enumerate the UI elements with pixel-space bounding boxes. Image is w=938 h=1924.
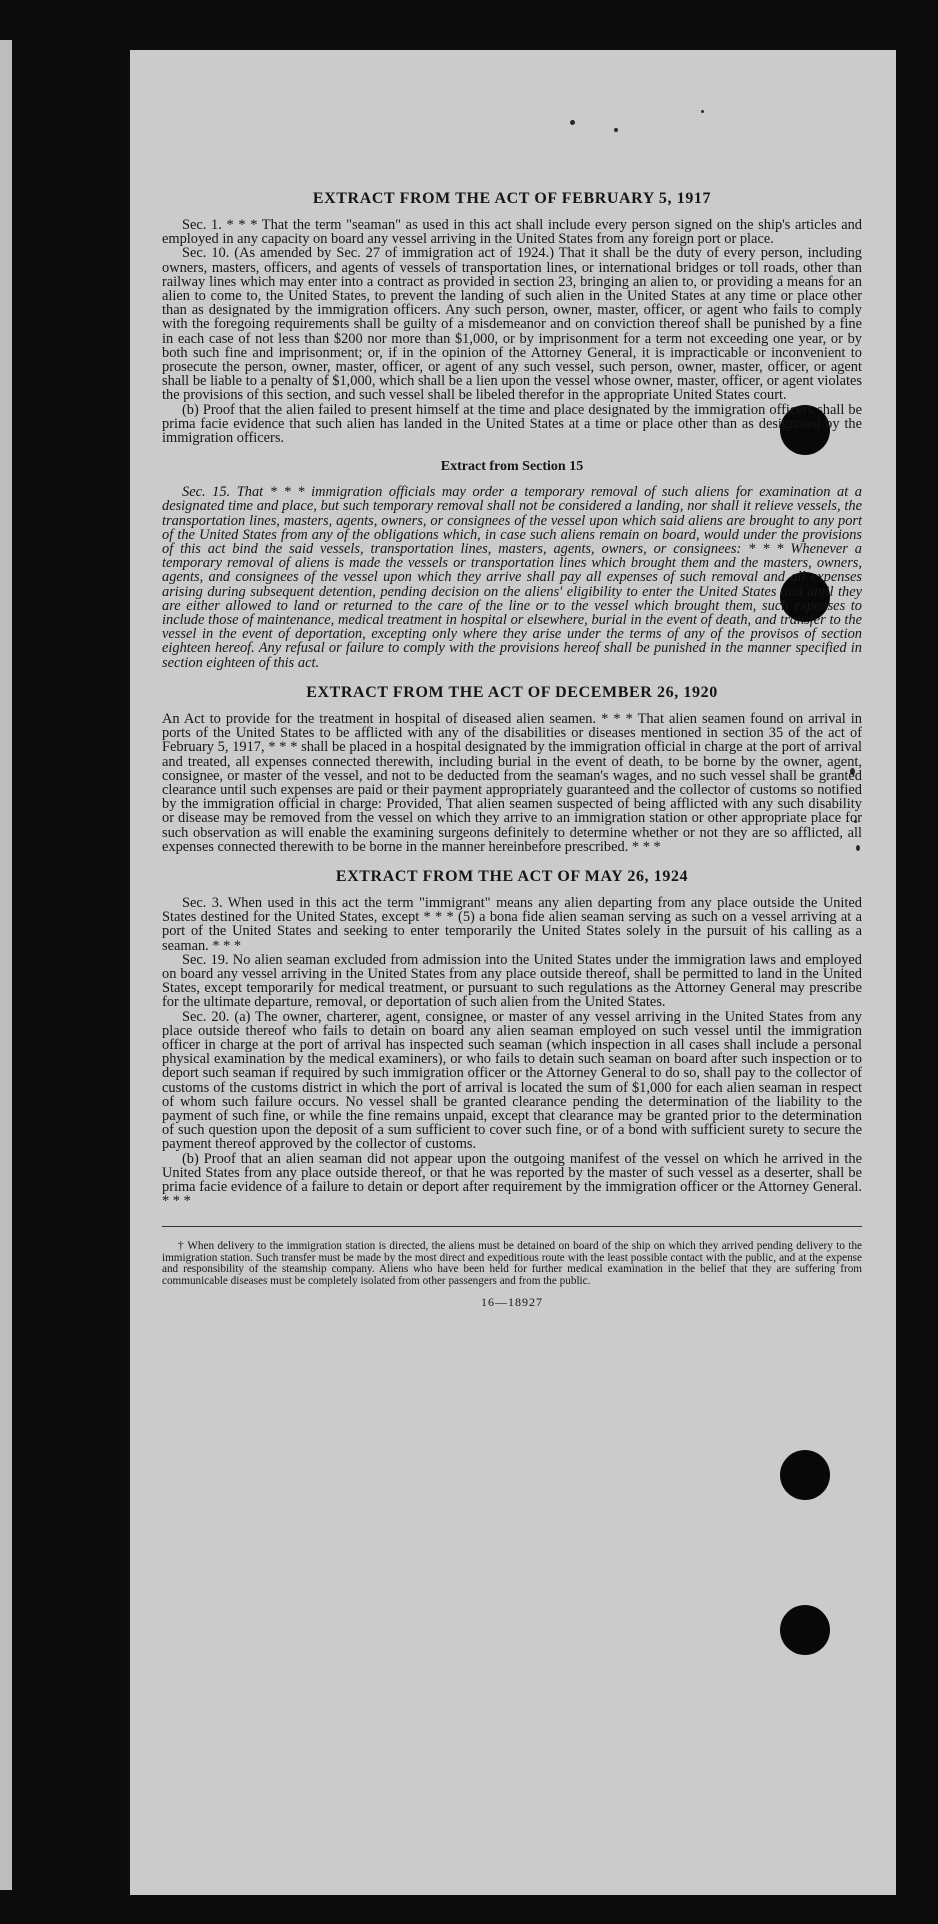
paragraph: (b) Proof that the alien failed to present himself at the time and place designated by the immigration officers shall be prima facie evidence that such alien has landed in the United States at a time or place other than as designated by the immigration officers. <box>162 401 862 447</box>
paragraph: Sec. 3. When used in this act the term "immigrant" means any alien departing from any place outside the United States destined for the United States, except * * * (5) a bona fide alien seaman serving as such on a vessel arriving at a port of the United States and seeking to enter temporarily the United States solely in the pursuit of his calling as a seaman. * * * <box>162 894 862 954</box>
scan-speck <box>701 110 704 113</box>
scan-speck <box>614 128 618 132</box>
paragraph: Sec. 19. No alien seaman excluded from admission into the United States under the immigration laws and employed on board any vessel arriving in the United States from any place outside thereof, shall be permitted to land in the United States, except temporarily for medical treatment, or pursuant to such regulations as the Attorney General may prescribe for the ultimate departure, removal, or deportation of such alien from the United States. <box>162 951 862 1011</box>
paragraph: Sec. 1. * * * That the term "seaman" as used in this act shall include every person signed on the ship's articles and employed in any capacity on board any vessel arriving in the United States from any foreign port or place. <box>162 217 862 248</box>
section-act-1917 <box>162 190 862 445</box>
scan-edge-strip <box>0 40 12 1890</box>
section-extract-15 <box>162 459 862 670</box>
section-subheading: Extract from Section 15 <box>440 459 584 475</box>
scan-speck <box>570 120 575 125</box>
paragraph: Sec. 20. (a) The owner, charterer, agent, consignee, or master of any vessel arriving in the United States from any place outside thereof who fails to detain on board any alien seaman employed on such vessel until the immigration officer in charge at the port of arrival has inspected such seaman (which inspection in all cases shall include a personal physical examination by the medical examiners), or who fails to detain such seaman on board after such inspection or to deport such seaman if required by such immigration officer or the Attorney General to do so, shall pay to the collector of customs of the customs district in which the port of arrival is located the sum of $1,000 for each alien seaman in respect of whom such failure occurs. No vessel shall be granted clearance pending the determination of the liability to the payment of such fine, or while the fine remains unpaid, except that clearance may be granted prior to the determination of such question upon the deposit of a sum sufficient to cover such fine, or of a bond with sufficient surety to secure the payment thereof approved by the collector of customs. <box>162 1008 862 1153</box>
section-heading: EXTRACT FROM THE ACT OF DECEMBER 26, 1920 <box>306 683 718 701</box>
paragraph: (b) Proof that an alien seaman did not appear upon the outgoing manifest of the vessel on which he arrived in the United States from any place outside thereof, or that he was reported by the master of such vessel as a deserter, shall be prima facie evidence of a failure to detain or deport after requirement by the immigration officer or the Attorney General. * * * <box>162 1150 862 1210</box>
paragraph: An Act to provide for the treatment in hospital of diseased alien seamen. * * * That alien seamen found on arrival in ports of the United States to be afflicted with any of the disabilities or diseases mentioned in section 35 of the act of February 5, 1917, * * * shall be placed in a hospital designated by the immigration official in charge at the port of arrival and treated, all expenses connected therewith, including burial in the event of death, to be borne by the owner, agent, consignee, or master of the vessel, and not to be deducted from the seaman's wages, and no such vessel shall be granted clearance until such expenses are paid or their payment appropriately guaranteed and the collector of customs so notified by the immigration official in charge: Provided, That alien seamen suspected of being afflicted with any such disability or disease may be removed from the vessel on which they arrive to an immigration station or other appropriate place for such observation as will enable the examining surgeons definitely to determine whether or not they are so afflicted, all expenses connected therewith to be borne in the manner hereinbefore prescribed. * * * <box>162 710 862 855</box>
paragraph: Sec. 15. That * * * immigration officials may order a temporary removal of such aliens for examination at a designated time and place, but such temporary removal shall not be considered a landing, nor shall it relieve vessels, the transportation lines, masters, agents, owners, or consignees of the vessel upon which said aliens are brought to any port of the United States from any of the obligations which, in case such aliens remain on board, would under the provisions of this act bind the said vessels, transportation lines, masters, agents, owners, or consignees: * * * Whenever a temporary removal of aliens is made the vessels or transportation lines which brought them and the masters, owners, agents, and consignees of the vessel upon which they arrive shall pay all expenses of such removal and all expenses arising during subsequent detention, pending decision on the aliens' eligibility to enter the United States and until they are either allowed to land or returned to the care of the line or to the vessel which brought them, such expenses to include those of maintenance, medical treatment in hospital or elsewhere, burial in the event of death, and transfer to the vessel in the event of deportation, excepting only where they arise under the terms of any of the provisos of section eighteen hereof. Any refusal or failure to comply with the provisions hereof shall be punished in the manner specified in section eighteen of this act. <box>162 484 862 671</box>
punch-hole <box>780 1605 830 1655</box>
form-code: 16—18927 <box>481 1295 543 1310</box>
document-body <box>162 190 862 1310</box>
paragraph: Sec. 10. (As amended by Sec. 27 of immigration act of 1924.) That it shall be the duty of every person, including owners, masters, officers, and agents of vessels of transportation lines, or international bridges or toll roads, other than railway lines which may enter into a contract as provided in section 23, bringing an alien to, or providing a means for an alien to come to, the United States, to prevent the landing of such alien in the United States at any time or place other than as designated by the immigration officers. Any such person, owner, master, officer, or agent who fails to comply with the foregoing requirements shall be guilty of a misdemeanor and on conviction thereof shall be punished by a fine in each case of not less than $200 nor more than $1,000, or by imprisonment for a term not exceeding one year, or by both such fine and imprisonment; or, if in the opinion of the Attorney General, it is impracticable or inconvenient to prosecute the person, owner, master, officer, or agent of any such vessel, such person, owner, master, officer, or agent shall be liable to a penalty of $1,000, which shall be a lien upon the vessel whose owner, master, officer, or agent violates the provisions of this section, and such vessel shall be libeled therefor in the appropriate United States court. <box>162 245 862 404</box>
section-act-1920 <box>162 684 862 854</box>
footnote-divider <box>162 1226 862 1227</box>
punch-hole <box>780 1450 830 1500</box>
footnote: † When delivery to the immigration station is directed, the aliens must be detained on board of the ship on which they arrived pending delivery to the immigration station. Such transfer must be made by the most direct and expeditious route with the least possible contact with the public, and at the expense and responsibility of the steamship company. Aliens who have been held for further medical examination in the belief that they are suffering from communicable diseases must be completely isolated from other passengers and from the public. <box>162 1240 862 1287</box>
section-heading: EXTRACT FROM THE ACT OF MAY 26, 1924 <box>335 867 689 885</box>
section-act-1924 <box>162 868 862 1208</box>
section-heading: EXTRACT FROM THE ACT OF FEBRUARY 5, 1917 <box>312 190 712 207</box>
document-page <box>130 50 896 1895</box>
